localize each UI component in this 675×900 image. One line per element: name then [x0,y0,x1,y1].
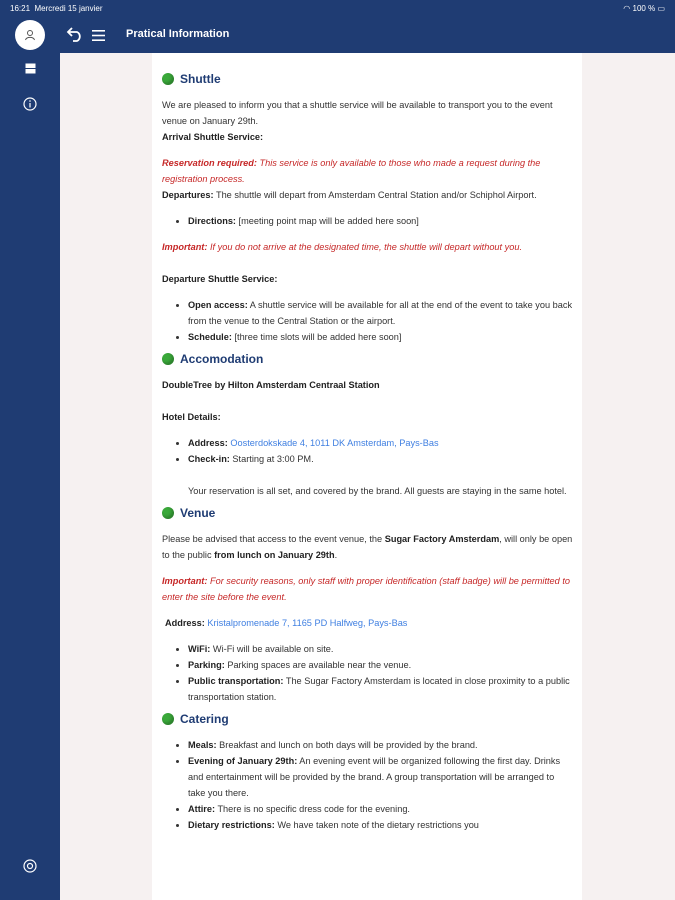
venue-important: Important: For security reasons, only staff with proper identification (staff badge) will be permitted to enter the site before the event. [162,576,570,602]
green-circle-icon [162,713,174,725]
venue-address: Address: Kristalpromenade 7, 1165 PD Halfweg, Pays-Bas [165,618,408,628]
status-bar [0,0,675,16]
status-time-date: 16:21 Mercredi 15 janvier [10,4,103,13]
hotel-address-item: • Address: Oosterdokskade 4, 1011 DK Amsterdam, Pays-Bas [188,435,574,451]
departures-text: Departures: The shuttle will depart from Amsterdam Central Station and/or Schiphol Airport. [162,190,537,200]
green-circle-icon [162,73,174,85]
transport-item: • Public transportation: The Sugar Factory Amsterdam is located in close proximity to a public transportation station. [188,673,574,705]
hotel-address-link[interactable]: Oosterdokskade 4, 1011 DK Amsterdam, Pays-Bas [230,438,439,448]
green-circle-icon [162,507,174,519]
sidebar [0,16,60,900]
menu-icon[interactable] [92,28,105,46]
info-panel [152,53,582,900]
wifi-icon: ◠ [623,4,631,13]
settings-icon[interactable] [22,858,38,874]
shuttle-intro: We are pleased to inform you that a shuttle service will be available to transport you to the event venue on January 29th. [162,100,553,126]
departure-service-label: Departure Shuttle Service: [162,274,278,284]
content-area [60,53,675,900]
section-heading-shuttle: Shuttle [162,71,574,87]
avatar[interactable] [15,20,45,50]
section-heading-catering: Catering [162,711,574,727]
info-icon[interactable] [22,96,38,112]
top-bar [60,16,675,53]
green-circle-icon [162,353,174,365]
venue-intro: Please be advised that access to the event venue, the Sugar Factory Amsterdam, will only be open to the public from lunch on January 29th. [162,534,573,560]
schedule-item: • Schedule: [three time slots will be added here soon] [188,329,574,345]
reservation-note: Reservation required: This service is only available to those who made a request during the registration process. [162,158,541,184]
battery-icon: ▭ [657,4,665,13]
section-heading-venue: Venue [162,505,574,521]
arrival-label: Arrival Shuttle Service: [162,132,264,142]
calendar-icon[interactable] [22,60,38,76]
section-heading-accommodation: Accomodation [162,351,574,367]
hotel-note: Your reservation is all set, and covered by the brand. All guests are staying in the same hotel. [188,486,567,496]
page-title: Pratical Information [126,28,230,40]
dietary-item: • Dietary restrictions: We have taken note of the dietary restrictions you [188,817,574,833]
user-icon [24,29,36,41]
hotel-details-label: Hotel Details: [162,412,221,422]
back-icon[interactable] [66,26,84,47]
open-access-item: • Open access: A shuttle service will be available for all at the end of the event to take you back from the venue to the Central Station or the airport. [188,297,574,329]
evening-item: • Evening of January 29th: An evening event will be organized following the first day. Drinks and entertainment will be provided by the brand. A group transportation will be arranged to take you there. [188,753,574,801]
wifi-item: • WiFi: Wi-Fi will be available on site. [188,641,574,657]
hotel-name: DoubleTree by Hilton Amsterdam Centraal Station [162,380,380,390]
meals-item: • Meals: Breakfast and lunch on both days will be provided by the brand. [188,737,574,753]
shuttle-important: Important: If you do not arrive at the designated time, the shuttle will depart without you. [162,242,523,252]
status-battery: ◠ 100 % ▭ [623,4,665,13]
venue-address-link[interactable]: Kristalpromenade 7, 1165 PD Halfweg, Pays-Bas [207,618,408,628]
directions-item: • Directions: [meeting point map will be added here soon] [188,213,574,229]
attire-item: • Attire: There is no specific dress code for the evening. [188,801,574,817]
checkin-item: • Check-in: Starting at 3:00 PM. [188,451,574,467]
parking-item: • Parking: Parking spaces are available near the venue. [188,657,574,673]
